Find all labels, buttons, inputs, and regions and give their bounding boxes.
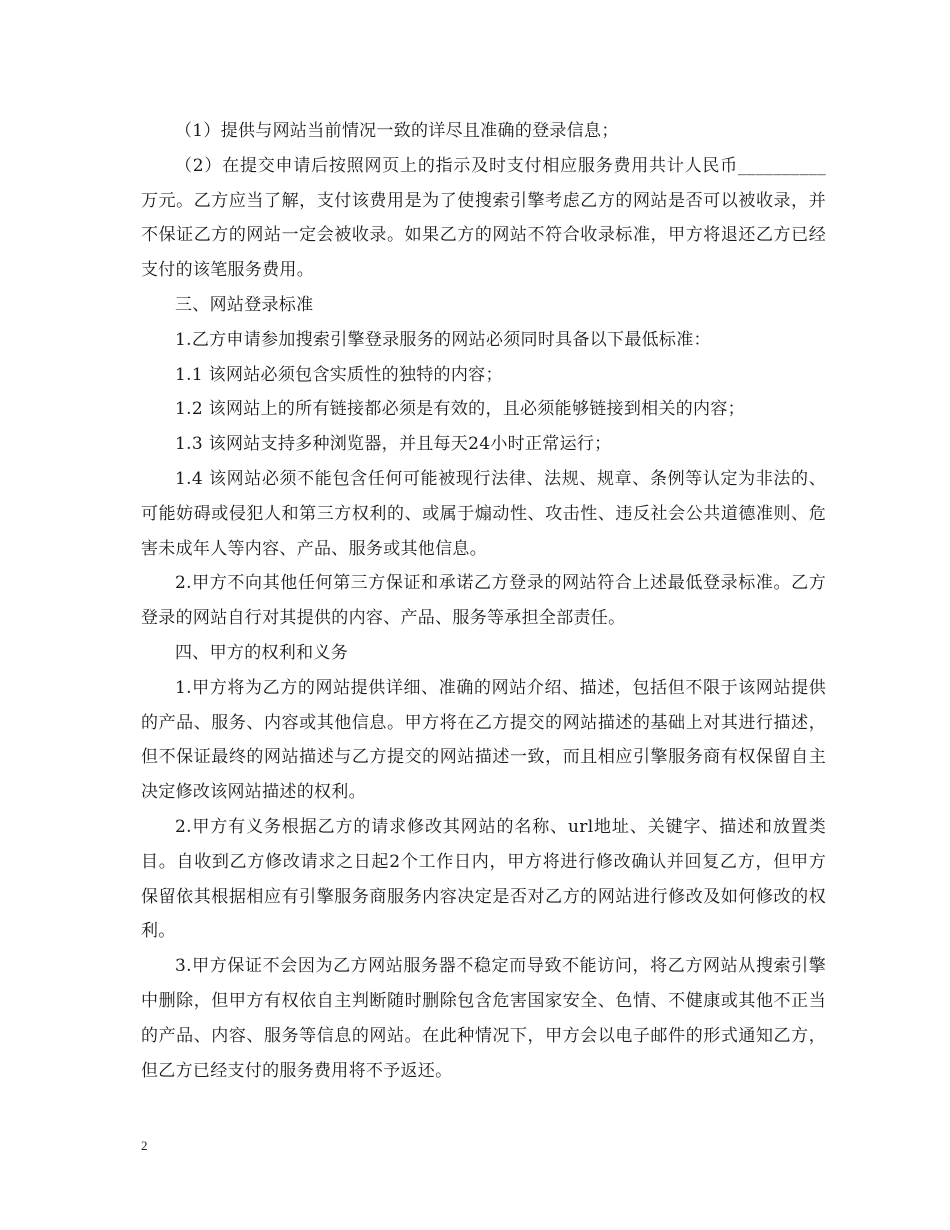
paragraph-9: 2.甲方不向其他任何第三方保证和承诺乙方登录的网站符合上述最低登录标准。乙方登录的网站自行对其提供的内容、产品、服务等承担全部责任。 <box>141 573 826 629</box>
paragraph-2: （2）在提交申请后按照网页上的指示及时支付相应服务费用共计人民币__________万元。乙方应当了解，支付该费用是为了使搜索引擎考虑乙方的网站是否可以被收录，并不保证乙方的网站一定会被收录。如果乙方的网站不符合收录标准，甲方将退还乙方已经支付的该笔服务费用。 <box>141 155 826 281</box>
document-body <box>141 114 826 1088</box>
page-number: 2 <box>141 1138 148 1153</box>
paragraph-6: 1.2 该网站上的所有链接都必须是有效的，且必须能够链接到相关的内容； <box>175 399 745 420</box>
paragraph-1: （1）提供与网站当前情况一致的详尽且准确的登录信息； <box>175 121 619 141</box>
paragraph-8: 1.4 该网站必须不能包含任何可能被现行法律、法规、规章、条例等认定为非法的、可能妨碍或侵犯人和第三方权利的、或属于煽动性、攻击性、违反社会公共道德准则、危害未成年人等内容、产品、服务或其他信息。 <box>141 468 826 559</box>
paragraph-12: 2.甲方有义务根据乙方的请求修改其网站的名称、url地址、关键字、描述和放置类目。自收到乙方修改请求之日起2个工作日内，甲方将进行修改确认并回复乙方，但甲方保留依其根据相应有引擎服务商服务内容决定是否对乙方的网站进行修改及如何修改的权利。 <box>141 816 826 942</box>
paragraph-13: 3.甲方保证不会因为乙方网站服务器不稳定而导致不能访问，将乙方网站从搜索引擎中删除，但甲方有权依自主判断随时删除包含危害国家安全、色情、不健康或其他不正当的产品、内容、服务等信息的网站。在此种情况下，甲方会以电子邮件的形式通知乙方，但乙方已经支付的服务费用将不予返还。 <box>141 956 826 1081</box>
paragraph-7: 1.3 该网站支持多种浏览器，并且每天24小时正常运行； <box>175 434 612 455</box>
paragraph-5: 1.1 该网站必须包含实质性的独特的内容； <box>175 364 503 385</box>
section-heading-4: 四、甲方的权利和义务 <box>175 642 348 663</box>
paragraph-4: 1.乙方申请参加搜索引擎登录服务的网站必须同时具备以下最低标准： <box>175 329 711 350</box>
section-heading-3: 三、网站登录标准 <box>175 294 314 315</box>
paragraph-11: 1.甲方将为乙方的网站提供详细、准确的网站介绍、描述，包括但不限于该网站提供的产品、服务、内容或其他信息。甲方将在乙方提交的网站描述的基础上对其进行描述，但不保证最终的网站描述与乙方提交的网站描述一致，而且相应引擎服务商有权保留自主决定修改该网站描述的权利。 <box>141 677 826 803</box>
